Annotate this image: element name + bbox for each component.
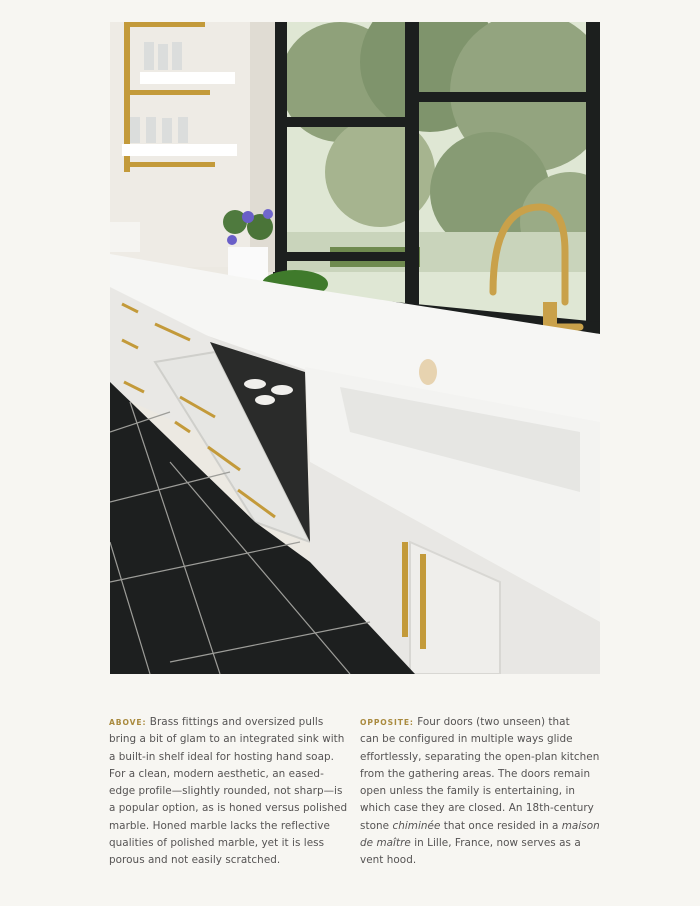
caption-above (109, 714, 348, 870)
caption-above-line-5: edge profile—slightly rounded, not sharp—is (109, 785, 343, 798)
caption-opposite-line-9: vent hood. (360, 854, 417, 867)
caption-opposite-line-2: can be configured in multiple ways glide (360, 733, 573, 746)
caption-above-line-3: a built-in shelf ideal for hosting hand soap. (109, 750, 335, 763)
caption-above-line-2: bring a bit of glam to an integrated sink with (109, 733, 345, 746)
caption-above-line (109, 714, 345, 731)
caption-above-line-9: porous and not easily scratched. (109, 854, 281, 867)
caption-above-line-1: Brass fittings and oversized pulls (146, 716, 324, 728)
caption-above-line-8: qualities of polished marble, yet it is less (109, 837, 325, 850)
caption-opposite-line-5: open unless the family is entertaining, in (360, 785, 576, 798)
caption-opposite-maison: maison (561, 819, 600, 832)
caption-opposite-line-7b: that once resided in a (440, 819, 562, 832)
caption-above-lead: ABOVE: (109, 718, 147, 727)
caption-opposite (360, 714, 600, 870)
caption-opposite-line-3: effortlessly, separating the open-plan kitchen (360, 750, 600, 763)
caption-opposite-line-1: Four doors (two unseen) that (413, 716, 570, 728)
caption-above-line-6: a popular option, as is honed versus polished (109, 802, 348, 815)
caption-above-line-7: marble. Honed marble lacks the reflective (109, 819, 330, 832)
caption-opposite-line-8 (360, 835, 590, 852)
caption-opposite-line-8b: in Lille, France, now serves as a (410, 837, 581, 850)
caption-opposite-de-maitre: de maître (360, 837, 411, 850)
caption-opposite-chiminee: chiminée (392, 819, 441, 832)
caption-above-line-4: For a clean, modern aesthetic, an eased- (109, 767, 324, 780)
caption-opposite-line (360, 714, 590, 731)
caption-opposite-line-7 (360, 818, 600, 835)
caption-opposite-line-4: from the gathering areas. The doors remain (360, 767, 591, 780)
caption-opposite-line-7a: stone (360, 819, 393, 832)
caption-opposite-lead: OPPOSITE: (360, 718, 414, 727)
caption-opposite-line-6: which case they are closed. An 18th-century (360, 802, 594, 815)
kitchen-photo (110, 22, 600, 674)
